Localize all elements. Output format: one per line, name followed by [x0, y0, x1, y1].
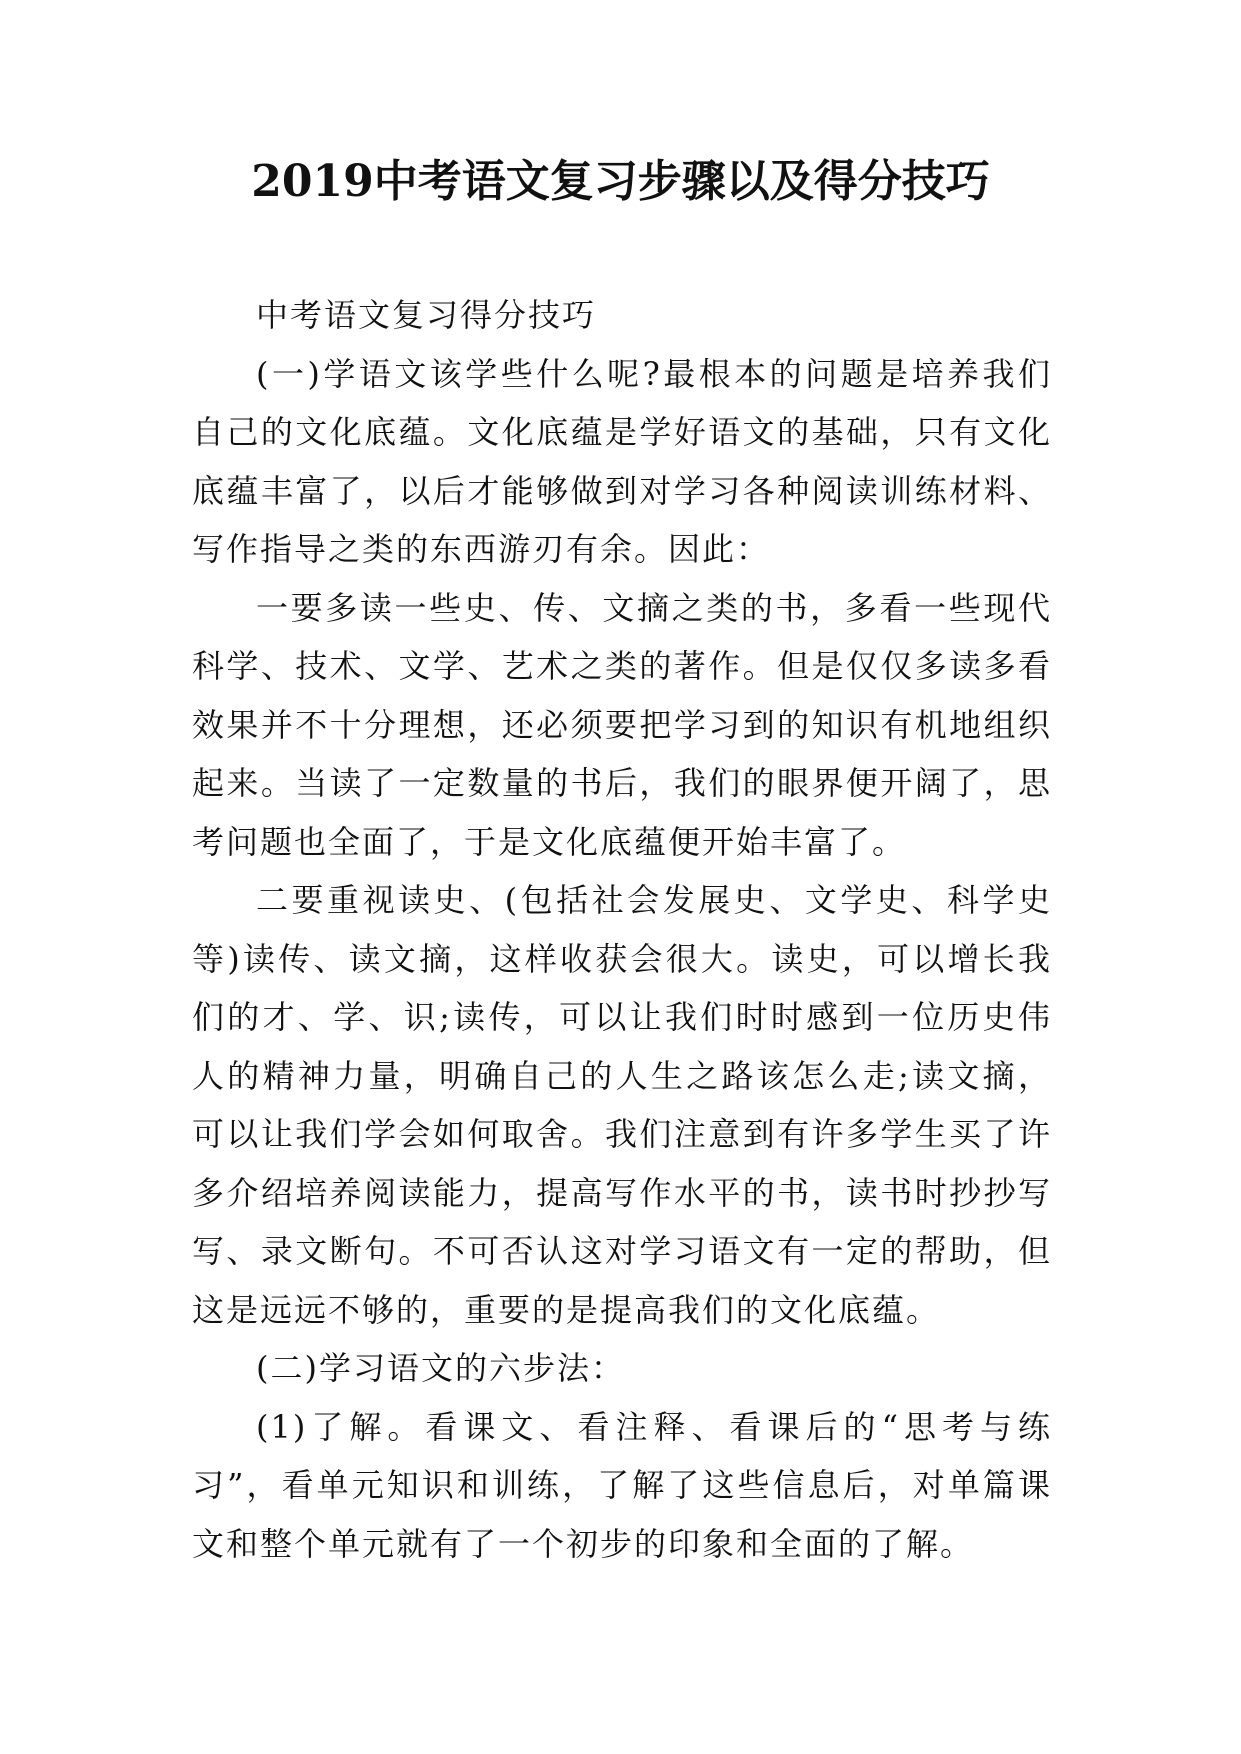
paragraph: (一)学语文该学些什么呢?最根本的问题是培养我们自己的文化底蕴。文化底蕴是学好语文的基础，只有文化底蕴丰富了，以后才能够做到对学习各种阅读训练材料、写作指导之类的东西游刃有余。因此：: [192, 354, 1052, 568]
paragraph: 一要多读一些史、传、文摘之类的书，多看一些现代科学、技术、文学、艺术之类的著作。但是仅仅多读多看效果并不十分理想，还必须要把学习到的知识有机地组织起来。当读了一定数量的书后，我们的眼界便开阔了，思考问题也全面了，于是文化底蕴便开始丰富了。: [192, 588, 1052, 861]
document-body: [192, 286, 1052, 1573]
section-heading: (二)学习语文的六步法：: [256, 1349, 625, 1387]
paragraph: (1)了解。看课文、看注释、看课后的“思考与练习”，看单元知识和训练，了解了这些信息后，对单篇课文和整个单元就有了一个初步的印象和全面的了解。: [192, 1407, 1052, 1563]
section-heading: 中考语文复习得分技巧: [256, 296, 597, 334]
paragraph: 二要重视读史、(包括社会发展史、文学史、科学史等)读传、读文摘，这样收获会很大。读史，可以增长我们的才、学、识;读传，可以让我们时时感到一位历史伟人的精神力量，明确自己的人生之路该怎么走;读文摘，可以让我们学会如何取舍。我们注意到有许多学生买了许多介绍培养阅读能力，提高写作水平的书，读书时抄抄写写、录文断句。不可否认这对学习语文有一定的帮助，但这是远远不够的，重要的是提高我们的文化底蕴。: [192, 881, 1052, 1329]
document-title: 2019中考语文复习步骤以及得分技巧: [251, 156, 990, 207]
